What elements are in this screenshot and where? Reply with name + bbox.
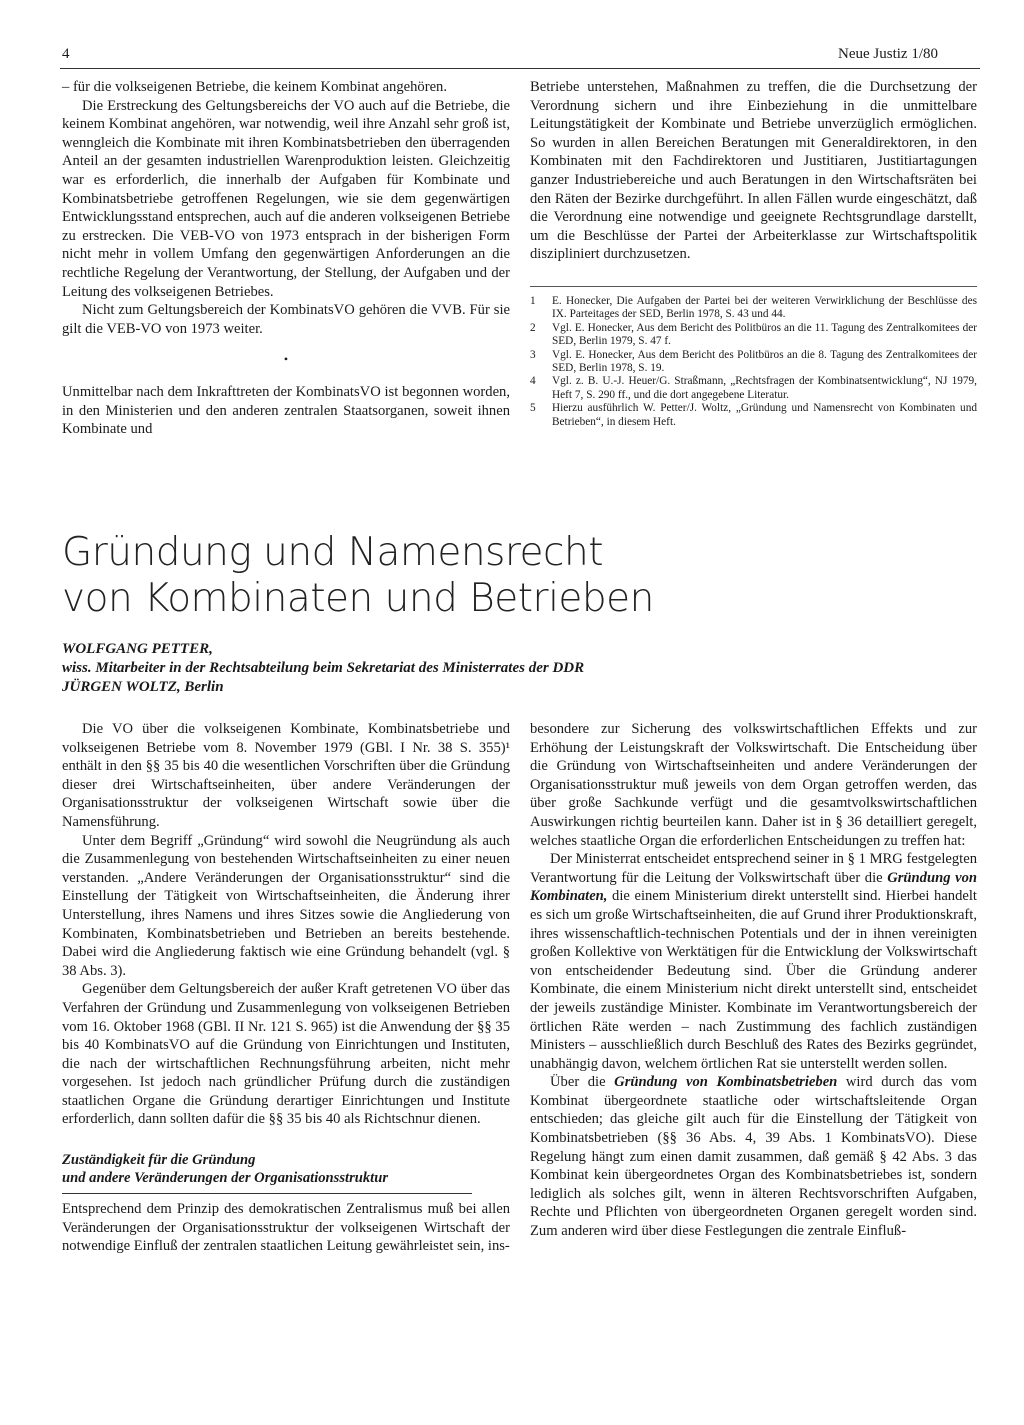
paragraph: Unmittelbar nach dem Inkrafttreten der KombinatsVO ist begonnen worden, in den Ministerien und den anderen zentralen Staatsorganen, soweit ihnen Kombinate und <box>62 383 510 438</box>
section-heading-line: und andere Veränderungen der Organisationsstruktur <box>62 1170 389 1187</box>
page-number: 4 <box>62 46 70 62</box>
section-heading <box>62 1151 510 1187</box>
section-heading-line: Zuständigkeit für die Gründung <box>62 1152 256 1169</box>
emphasis: Gründung von Kombinaten, <box>530 869 977 905</box>
footnote: 2 Vgl. E. Honecker, Aus dem Bericht des Politbüros an die 11. Tagung des Zentralkomitees der SED, Berlin 1979, S. 47 f. <box>530 321 977 348</box>
paragraph: Gegenüber dem Geltungsbereich der außer Kraft getretenen VO über das Verfahren der Gründung und Zusammenlegung von volkseigenen Betrieben vom 16. Oktober 1968 (GBl. II Nr. 121 S. 965) ist die Anwendung der §§ 35 bis 40 KombinatsVO auf die Gründung von Einrichtungen und Instituten, die nach der wirtschaftlichen Rechnungsführung arbeiten, nicht mehr vorgesehen. Ist jedoch nach gründlicher Prüfung durch die zuständigen staatlichen Organe die Gründung derartiger Einrichtungen und Institute erforderlich, dann sollten dafür die §§ 35 bis 40 als Richtschnur dienen. <box>62 981 510 1128</box>
top-right-column <box>530 78 977 429</box>
paragraph: Der Ministerrat entscheidet entsprechend seiner in § 1 MRG festgelegten Verantwortung für die Leitung der Volkswirtschaft über die Gründung von Kombinaten, die einem Ministerium direkt unterstellt sind. Hierbei handelt es sich um große Wirtschaftseinheiten, die auf Grund ihrer Produktionskraft, ihres wissenschaftlich-technischen Potentials und der in ihnen vereinigten großen Kollektive von Werktätigen für die Entwicklung der Volkswirtschaft von entscheidender Bedeutung sind. Über die Gründung anderer Kombinate, die einem Ministerium nicht direkt unterstellt sind, entscheidet der jeweils zuständige Minister. Kombinate im Verantwortungsbereich der örtlichen Räte werden – nach Zustimmung des fachlich zuständigen Ministers – ausschließlich durch Beschluß des Rates des Bezirks gegründet, unabhängig davon, welchem örtlichen Rat sie unterstellt werden sollen. <box>530 851 977 1072</box>
footnote: 3 Vgl. E. Honecker, Aus dem Bericht des Politbüros an die 8. Tagung des Zentralkomitees der SED, Berlin 1978, S. 19. <box>530 348 977 374</box>
author-name: WOLFGANG PETTER, <box>62 641 213 657</box>
emphasis: Gründung von Kombinatsbetrieben <box>614 1074 838 1091</box>
paragraph: Unter dem Begriff „Gründung“ wird sowohl die Neugründung als auch die Zusammenlegung von bestehenden Wirtschaftseinheiten zu einer neuen verstanden. „Andere Veränderungen der Organisationsstruktur“ sind die Einstellung der Tätigkeit von Wirtschaftseinheiten, die Änderung ihrer Unterstellung, ihres Namens und ihres Sitzes sowie die Angliederung von Kombinaten, Kombinatsbetrieben und Betrieben an bereits bestehende. Dabei wird die Angliederung faktisch wie eine Gründung behandelt (vgl. § 38 Abs. 3). <box>62 832 510 979</box>
footnotes <box>530 295 977 429</box>
footnote: 5 Hierzu ausführlich W. Petter/J. Woltz, „Gründung und Namensrecht von Kombinaten und Betrieben“, in diesem Heft. <box>530 402 977 428</box>
paragraph: Über die Gründung von Kombinatsbetrieben wird durch das vom Kombinat übergeordnete staatliche oder wirtschaftsleitende Organ entschieden; das gleiche gilt auch für die Einstellung der Tätigkeit von Kombinatsbetrieben (§§ 36 Abs. 4, 39 Abs. 1 KombinatsVO). Diese Regelung hängt zum einen damit zusammen, daß gemäß § 42 Abs. 3 das Kombinat kein übergeordnetes Organ des Kombinatsbetriebes ist, sondern lediglich als solches gilt, wenn in älteren Rechtsvorschriften Aufgaben, Rechte und Pflichten von übergeordneten Organen geregelt worden sind. Zum anderen wird über diese Festlegungen die zentrale Einfluß- <box>530 1074 977 1240</box>
article-title-line: von Kombinaten und Betrieben <box>62 576 654 621</box>
paragraph: Entsprechend dem Prinzip des demokratischen Zentralismus muß bei allen Veränderungen der Organisationsstruktur der volkseigenen Wirtschaft der notwendige Einfluß der zentralen staatlichen Leitung gewährleistet sein, ins- <box>62 1201 510 1255</box>
footnote-rule <box>530 286 977 287</box>
author-name: JÜRGEN WOLTZ, Berlin <box>62 679 224 695</box>
bottom-right-column <box>530 720 977 1241</box>
top-left-column <box>62 78 510 439</box>
bottom-left-column <box>62 720 510 1256</box>
journal-title: Neue Justiz 1/80 <box>838 46 938 62</box>
footnote: 4 Vgl. z. B. U.-J. Heuer/G. Straßmann, „Rechtsfragen der Kombinatsentwicklung“, NJ 1979, Heft 7, S. 290 ff., und die dort angegebene Literatur. <box>530 375 977 401</box>
header-rule <box>60 68 980 69</box>
paragraph: Die VO über die volkseigenen Kombinate, Kombinatsbetriebe und volkseigenen Betriebe vom 8. November 1979 (GBl. I Nr. 38 S. 355)¹ enthält in den §§ 35 bis 40 die wesentlichen Vorschriften über die Gründung dieser drei Wirtschaftseinheiten, über andere Veränderungen der Organisationsstruktur der volkseigenen Wirtschaft sowie über die Namensführung. <box>62 721 510 830</box>
article-title-line: Gründung und Namensrecht <box>62 530 603 575</box>
author-affiliation: wiss. Mitarbeiter in der Rechtsabteilung beim Sekretariat des Ministerrates der DDR <box>62 660 585 676</box>
section-heading-rule <box>62 1193 472 1194</box>
paragraph: Betriebe unterstehen, Maßnahmen zu treffen, die die Durchsetzung der Verordnung sichern und ihre Einbeziehung in die unmittelbare Leitungstätigkeit der Kombinate und Betriebe unverzüglich ermöglichen. So wurden in allen Bereichen Beratungen mit Generaldirektoren, in den Kombinaten mit den Fachdirektoren und Justitiaren, Justitiartagungen ganzer Industriebereiche und auch Beratungen in den Wirtschaftsräten bei den Räten der Bezirke durchgeführt. In allen Fällen wurde eingeschätzt, daß die Verordnung eine notwendige und geeignete Rechtsgrundlage darstellt, um die Beschlüsse der Partei der Arbeiterklasse zur Wirtschaftspolitik diszipliniert durchzusetzen. <box>530 79 977 263</box>
paragraph: Nicht zum Geltungsbereich der KombinatsVO gehören die VVB. Für sie gilt die VEB-VO von 1973 weiter. <box>62 302 510 337</box>
paragraph: besondere zur Sicherung des volkswirtschaftlichen Effekts und zur Erhöhung der Leistungskraft der Volkswirtschaft. Die Entscheidung über die Gründung von Wirtschaftseinheiten und andere Veränderungen der Organisationsstruktur muß jeweils von dem Organ getroffen werden, das über große Sachkunde verfügt und die gesamtvolkswirtschaftlichen Auswirkungen richtig beurteilen kann. Daher ist in § 36 detailliert geregelt, welches staatliche Organ die erforderlichen Entscheidungen zu treffen hat: <box>530 721 977 849</box>
paragraph: Die Erstreckung des Geltungsbereichs der VO auch auf die Betriebe, die keinem Kombinat angehören, war notwendig, weil ihre Anzahl sehr groß ist, wenngleich die Kombinate mit ihren Kombinatsbetrieben den überragenden Anteil an der gesamten industriellen Warenproduktion leisten. Gleichzeitig war es erforderlich, die innerhalb der Aufgaben für Kombinate und Kombinatsbetriebe getroffenen Regelungen, wie sie dem gegenwärtigen Entwicklungsstand entsprechen, auch auf die anderen volkseigenen Betriebe zu erstrecken. Die VEB-VO von 1973 entsprach in der bisherigen Form nicht mehr in vollem Umfang den gegenwärtigen Anforderungen an die rechtliche Regelung der Verantwortung, der Stellung, der Aufgaben und der Leitung des volkseigenen Betriebes. <box>62 97 510 300</box>
bullet-item: – für die volkseigenen Betriebe, die keinem Kombinat angehören. <box>62 79 447 95</box>
footnote: 1 E. Honecker, Die Aufgaben der Partei bei der weiteren Verwirklichung der Beschlüsse des IX. Parteitages der SED, Berlin 1978, S. 43 und 44. <box>530 294 977 321</box>
author-block <box>62 640 962 697</box>
section-separator: • <box>283 352 289 367</box>
article-title <box>62 530 962 622</box>
